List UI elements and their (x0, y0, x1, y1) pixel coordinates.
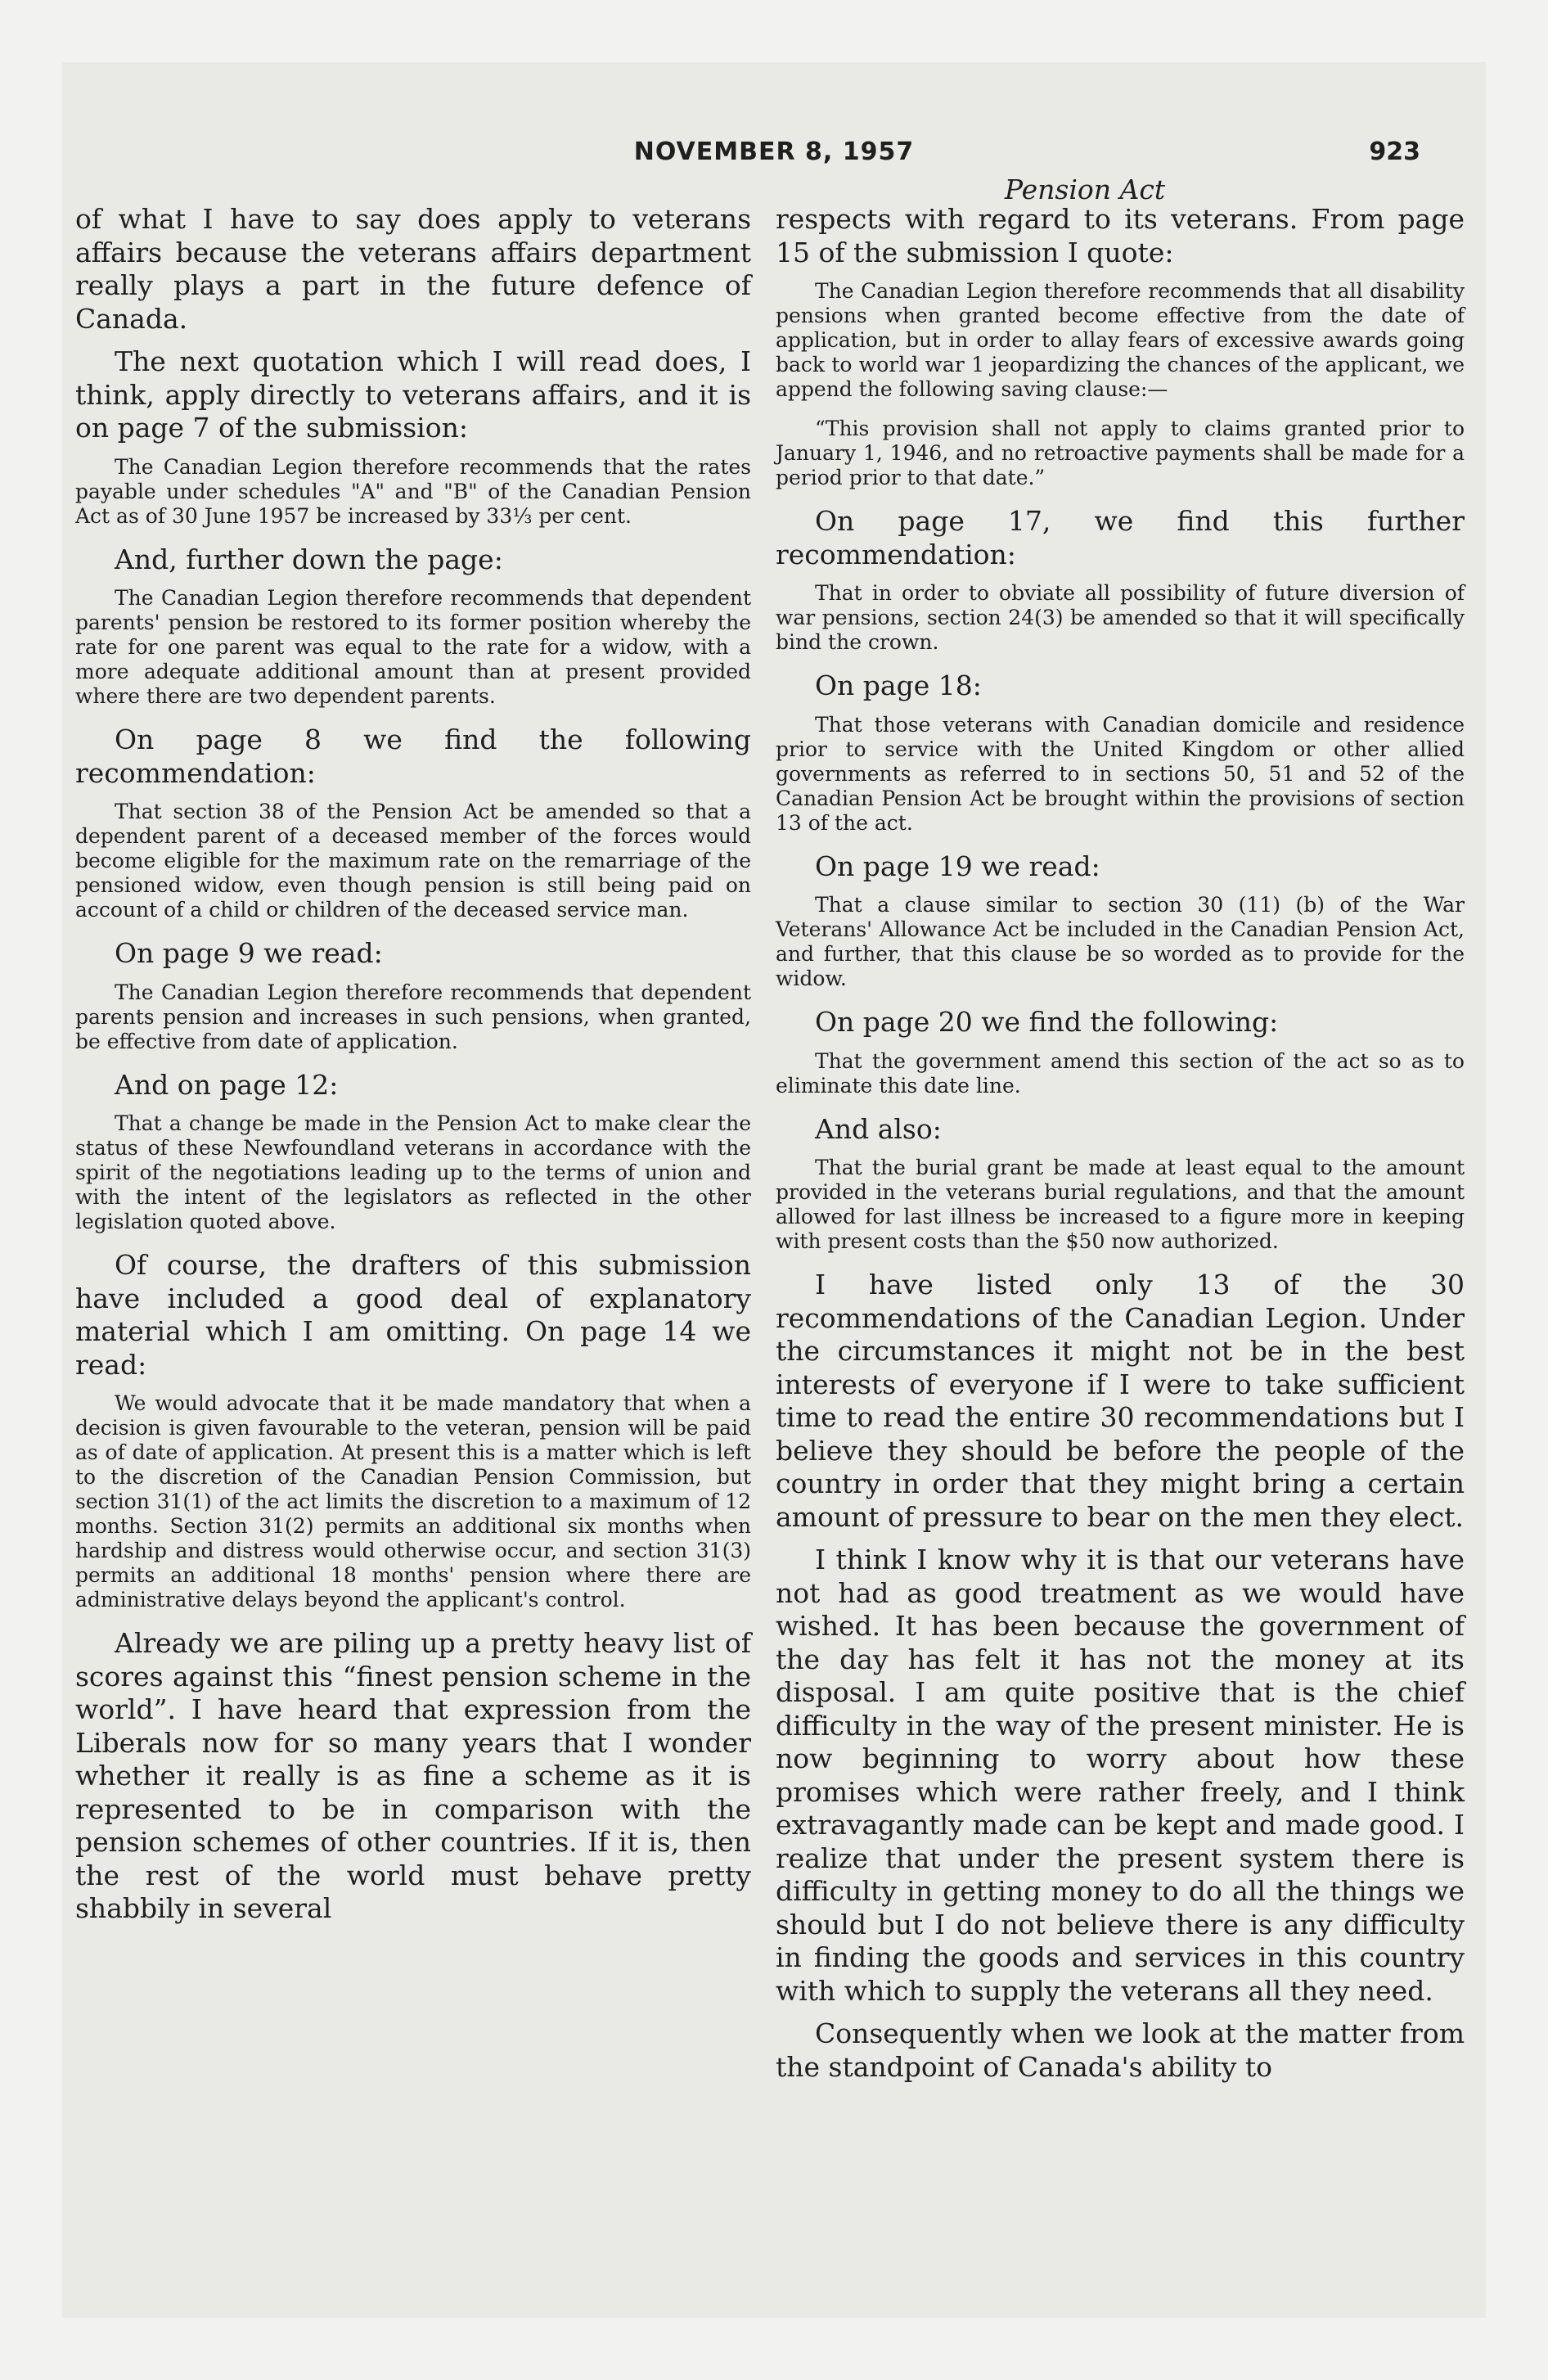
body-paragraph: Of course, the drafters of this submission have included a good deal of explanatory material which I am omitting. On page 14 we read: (75, 1249, 751, 1381)
body-paragraph: On page 8 we find the following recommendation: (75, 723, 751, 789)
body-paragraph: On page 20 we find the following: (815, 1006, 1279, 1038)
body-paragraph: And on page 12: (115, 1068, 339, 1101)
quoted-paragraph: That those veterans with Canadian domicile and residence prior to service with the United Kingdom or other allied governments as referred to in sections 50, 51 and 52 of the Canadian Pension Act be brought within the provisions of section 13 of the act. (776, 712, 1465, 835)
body-paragraph: And, further down the page: (115, 543, 503, 575)
body-paragraph: On page 9 we read: (115, 937, 383, 969)
quoted-paragraph: We would advocate that it be made mandatory that when a decision is given favourable to the veteran, pension will be paid as of date of application. At present this is a matter which is left to the discretion of the Canadian Pension Commission, but section 31(1) of the act limits the discretion to a maximum of 12 months. Section 31(2) permits an additional six months when hardship and distress would otherwise occur, and section 31(3) permits an additional 18 months' pension where there are administrative delays beyond the applicant's control. (75, 1391, 751, 1611)
left-column (62, 203, 751, 1936)
running-title: Pension Act (1004, 174, 1166, 205)
body-paragraph: Consequently when we look at the matter from the standpoint of Canada's ability to (776, 2017, 1465, 2083)
body-paragraph: of what I have to say does apply to veterans affairs because the veterans affairs department really plays a part in the future defence of Canada. (75, 203, 751, 335)
right-column (776, 203, 1465, 2094)
quoted-paragraph: The Canadian Legion therefore recommends that dependent parents pension and increases in such pensions, when granted, be effective from date of application. (75, 980, 751, 1053)
page-header (62, 137, 1486, 174)
page-number: 923 (1369, 137, 1420, 166)
document-page (62, 62, 1486, 2318)
body-paragraph: On page 17, we find this further recommendation: (776, 505, 1465, 570)
body-paragraph: The next quotation which I will read does, I think, apply directly to veterans affairs, and it is on page 7 of the submission: (75, 345, 751, 444)
body-paragraph: On page 18: (815, 669, 982, 701)
body-paragraph: On page 19 we read: (815, 850, 1100, 882)
quoted-paragraph: That a change be made in the Pension Act to make clear the status of these Newfoundland veterans in accordance with the spirit of the negotiations leading up to the terms of union and with the intent of the legislators as reflected in the other legislation quoted above. (75, 1111, 751, 1233)
body-paragraph: Already we are piling up a pretty heavy list of scores against this “finest pension scheme in the world”. I have heard that expression from the Liberals now for so many years that I wonder whether it really is as fine a scheme as it is represented to be in comparison with the pension schemes of other countries. If it is, then the rest of the world must behave pretty shabbily in several (75, 1627, 751, 1924)
quoted-paragraph: The Canadian Legion therefore recommends that the rates payable under schedules "A" and "B" of the Canadian Pension Act as of 30 June 1957 be increased by 33⅓ per cent. (75, 454, 751, 528)
quoted-paragraph: The Canadian Legion therefore recommends that dependent parents' pension be restored to its former position whereby the rate for one parent was equal to the rate for a widow, with a more adequate additional amount than at present provided where there are two dependent parents. (75, 586, 751, 708)
quoted-paragraph: That the government amend this section of the act so as to eliminate this date line. (776, 1048, 1465, 1098)
quoted-paragraph: That a clause similar to section 30 (11) (b) of the War Veterans' Allowance Act be included in the Canadian Pension Act, and further, that this clause be so worded as to provide for the widow. (776, 893, 1465, 990)
body-paragraph: I have listed only 13 of the 30 recommendations of the Canadian Legion. Under the circumstances it might not be in the best interests of everyone if I were to take sufficient time to read the entire 30 recommendations but I believe they should be before the people of the country in order that they might bring a certain amount of pressure to bear on the men they elect. (776, 1269, 1465, 1533)
quoted-paragraph: That section 38 of the Pension Act be amended so that a dependent parent of a deceased member of the forces would become eligible for the maximum rate on the remarriage of the pensioned widow, even though pension is still being paid on account of a child or children of the deceased service man. (75, 800, 751, 922)
quoted-paragraph: That in order to obviate all possibility of future diversion of war pensions, section 24(3) be amended so that it will specifically bind the crown. (776, 581, 1465, 654)
quoted-paragraph: “This provision shall not apply to claims granted prior to January 1, 1946, and no retroactive payments shall be made for a period prior to that date.” (776, 417, 1465, 489)
header-date: NOVEMBER 8, 1957 (633, 137, 915, 166)
quoted-paragraph: The Canadian Legion therefore recommends that all disability pensions when granted become effective from the date of application, but in order to allay fears of excessive awards going back to world war 1 jeopardizing the chances of the applicant, we append the following saving clause:— (776, 279, 1465, 401)
body-paragraph: And also: (815, 1112, 942, 1145)
quoted-paragraph: That the burial grant be made at least equal to the amount provided in the veterans burial regulations, and that the amount allowed for last illness be increased to a figure more in keeping with present costs than the $50 now authorized. (776, 1156, 1465, 1253)
body-paragraph: I think I know why it is that our veterans have not had as good treatment as we would have wished. It has been because the government of the day has felt it has not the money at its disposal. I am quite positive that is the chief difficulty in the way of the present minister. He is now beginning to worry about how these promises which were rather freely, and I think extravagantly made can be kept and made good. I realize that under the present system there is difficulty in getting money to do all the things we should but I do not believe there is any difficulty in finding the goods and services in this country with which to supply the veterans all they need. (776, 1544, 1465, 2007)
body-paragraph: respects with regard to its veterans. From page 15 of the submission I quote: (776, 203, 1465, 268)
